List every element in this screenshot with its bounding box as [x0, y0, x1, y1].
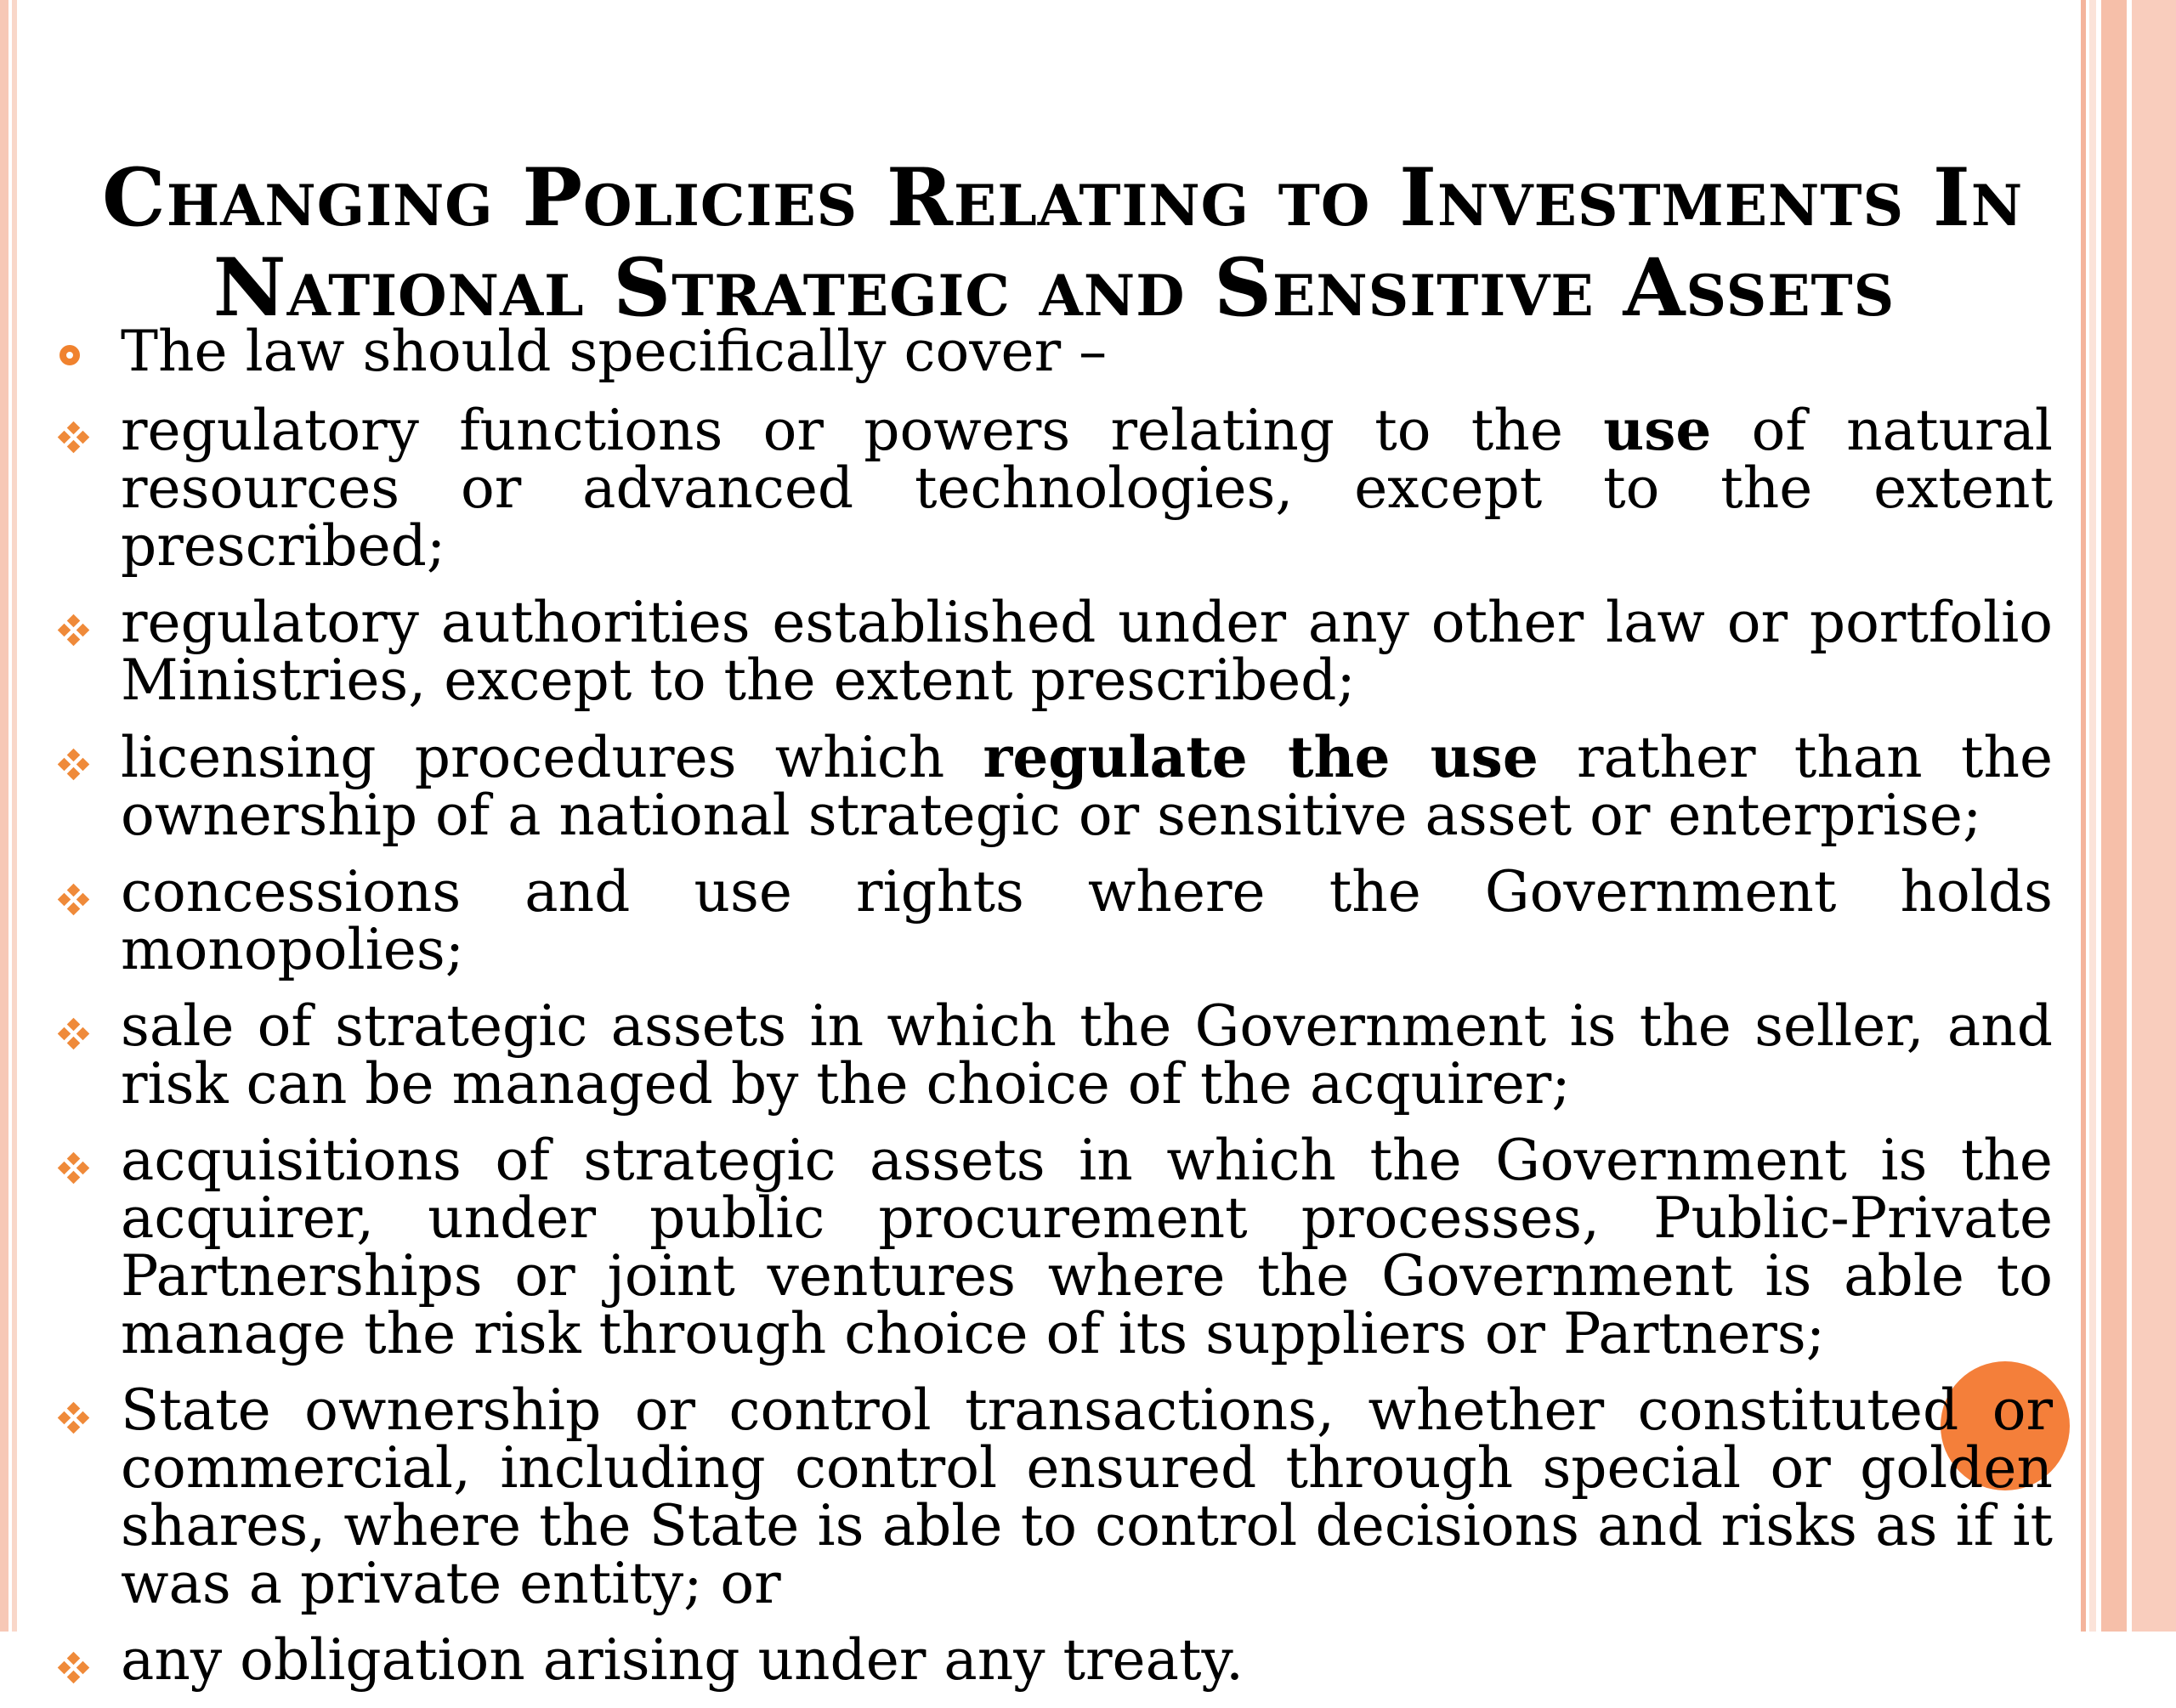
slide-title-line-2: National Strategic and Sensitive Assets	[212, 241, 1896, 335]
right-border-stripe-4	[2132, 0, 2176, 1632]
diamond-bullet-icon	[60, 1020, 88, 1049]
list-item-text: regulatory authorities established under any other law or portfolio Ministries, except to the extent prescribed;	[121, 590, 2053, 713]
list-item-text: any obligation arising under any treaty.	[121, 1627, 1244, 1693]
diamond-bullet-icon	[60, 1654, 88, 1683]
diamond-bullet-icon	[60, 1154, 88, 1183]
list-item-text-after: rather than the ownership of a national strategic or sensitive asset or enterprise;	[121, 725, 2054, 848]
diamond-bullet-icon	[60, 616, 88, 645]
list-item-text: concessions and use rights where the Government holds monopolies;	[121, 859, 2053, 982]
diamond-bullet-icon	[60, 885, 88, 914]
diamond-bullet-icon	[60, 750, 88, 779]
diamond-bullet-icon	[60, 423, 88, 452]
right-border-stripe-2	[2089, 0, 2096, 1632]
list-item-text: regulatory functions or powers relating to the	[121, 398, 1604, 463]
list-item-bold-text: use	[1603, 397, 1712, 463]
bullet-list	[60, 319, 2054, 1708]
diamond-bullet-icon	[60, 1404, 88, 1433]
intro-item	[60, 319, 2053, 384]
right-border-stripe-3	[2101, 0, 2127, 1632]
list-item-text: acquisitions of strategic assets in which the Government is the acquirer, under public procurement processes, Public-Private Partnerships or joint ventures where the Government is able to manage the risk through choice of its suppliers or Partners;	[121, 1128, 2053, 1366]
list-item	[60, 859, 2053, 982]
ring-bullet-icon	[60, 345, 80, 365]
left-border-stripe	[0, 0, 8, 1632]
intro-text: The law should specifically cover –	[121, 319, 1108, 384]
list-item	[60, 1377, 2053, 1616]
list-item-text: State ownership or control transactions, whether constituted or commercial, including control ensured through special or golden shares, where the State is able to control decisions and risks as if it was a private entity; or	[121, 1377, 2053, 1616]
list-item-bold-text: regulate the use	[983, 724, 1538, 790]
slide-title-line-1: Changing Policies Relating to Investments In	[102, 151, 2024, 245]
slide-title	[102, 151, 2024, 335]
list-item	[60, 993, 2053, 1117]
list-item	[60, 397, 2053, 579]
list-item	[60, 724, 2054, 848]
list-item-text: sale of strategic assets in which the Government is the seller, and risk can be managed by the choice of the acquirer;	[121, 993, 2053, 1117]
right-border-stripe-1	[2081, 0, 2086, 1632]
list-item	[60, 1627, 2053, 1693]
list-item	[60, 590, 2053, 713]
list-item-text-after: of natural resources or advanced technologies, except to the extent prescribed;	[121, 398, 2053, 579]
list-item-text: licensing procedures which	[121, 725, 983, 790]
list-item	[60, 1128, 2053, 1366]
left-border-stripe-inner	[12, 0, 17, 1632]
